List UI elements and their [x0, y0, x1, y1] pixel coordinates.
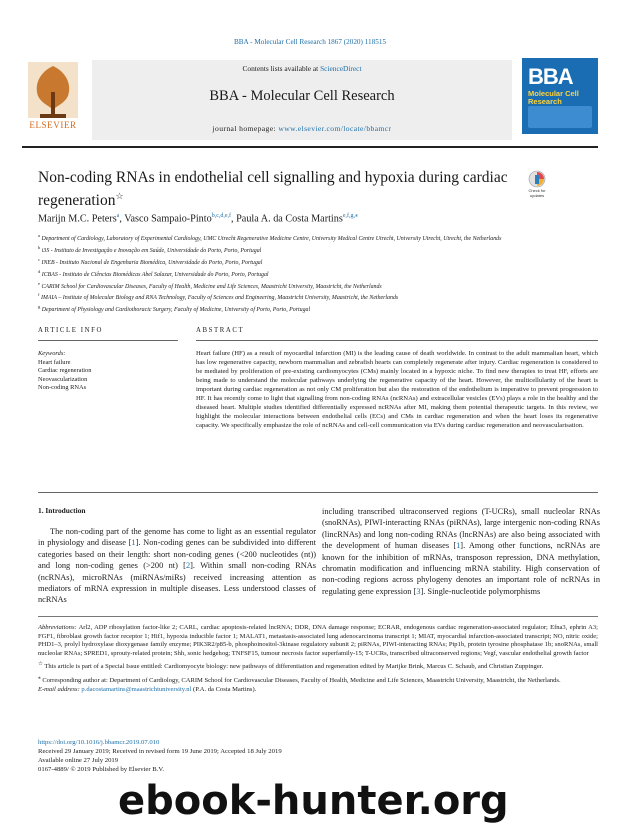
keyword: Non-coding RNAs — [38, 384, 87, 392]
affiliation-item: $^d$ ICBAS - Instituto de Ciências Biomédicas Abel Salazar, Universidade do Porto, Porto, Portugal — [38, 268, 269, 278]
intro-column-2: including transcribed ultraconserved regions (T-UCRs), small nucleolar RNAs (snoRNAs), PIWI-interacting RNAs (piRNAs), large intergenic non-coding RNAs (lincRNAs) and long non-coding RNAs (lncRNAs) are also being associated with the development of human diseases [1]. Among other functions, ncRNAs are known for the inhibition of mRNAs, transposon repression, DNA methylation, chromatin modification and influencing mRNA stability. High conservation of non-coding regions across phylogeny denotes an important role of ncRNAs in regulating gene expression [3]. Single-nucleotide polymorphisms — [322, 507, 600, 596]
author-affil-mark[interactable]: a — [116, 213, 120, 219]
article-title — [38, 168, 518, 210]
section-heading: 1. Introduction — [38, 506, 86, 515]
affiliation-item: $^b$ i3S - Instituto de Investigação e Inovação em Saúde, Universidade do Porto, Porto, Portugal — [38, 244, 262, 254]
affiliation-item: $^f$ IMAIA – Institute of Molecular Biology and RNA Technology, Faculty of Sciences and Engineering, Maastricht University, Maastricht, the Netherlands — [38, 292, 399, 302]
author-name[interactable]: Paula A. da Costa Martins — [236, 213, 343, 225]
article-info-heading: ARTICLE INFO — [38, 327, 104, 334]
author-name[interactable]: Marijn M.C. Peters — [38, 213, 117, 225]
keywords-block — [38, 350, 178, 393]
crossmark-caption: Check for updates — [528, 188, 546, 198]
copyright-line: 0167-4889/ © 2019 Published by Elsevier B.V. — [38, 766, 165, 773]
contents-line — [92, 64, 512, 73]
special-issue-footnote: ☆ This article is part of a Special Issue entitled: Cardiomyocyte biology: new pathways of differentiation and regeneration edited by Marijke Brink, Marcus C. Schaub, and Christian Zuppinger. — [38, 661, 544, 671]
affiliation-item: $^a$ Department of Cardiology, Laboratory of Experimental Cardiology, UMC Utrecht Regenerative Medicine Centre, University Medical Centre Utrecht, University Utrecht, Utrecht, the Netherlands — [38, 233, 502, 242]
affiliation-list — [38, 232, 578, 315]
keyword: Heart failure — [38, 358, 71, 366]
abstract-text: Heart failure (HF) as a result of myocardial infarction (MI) is the leading cause of death worldwide. In contrast to the adult mammalian heart, which has low regenerative capacity, newborn mammalian and zebrafish hearts can completely regenerate after injury. Cardiac regeneration is considered to be mediated by proliferation of pre-existing cardiomyocytes (CMs) mainly located in a hypoxic niche. To find new therapies to treat HF, efforts are being made to understand the molecular pathways underlying the regenerative capacity of the heart. However, the multicellularity of the heart is important during cardiac regeneration as not only CM proliferation but also the restoration of the endothelium is imperative to prevent progression to HF. It has recently come to light that signalling from non-coding RNAs (ncRNAs) and extracellular vesicles (EVs) plays a role in the healthy and the diseased heart. Multiple studies identified differentially expressed ncRNAs after MI, making them potential therapeutic targets. In this review, we highlight the molecular interactions between endothelial cells (ECs) and CMs in cardiac regeneration and when the heart loses its regenerative capacity. We specifically emphasize the role of ncRNAs and cell-cell communication via EVs during cardiac regeneration and neovascularisation. — [196, 350, 598, 429]
article-history — [38, 738, 598, 774]
footnotes — [38, 624, 598, 695]
doi-link[interactable]: https://doi.org/10.1016/j.bbamcr.2019.07.010 — [38, 739, 160, 746]
available-online: Available online 27 July 2019 — [38, 757, 119, 764]
watermark: ebook-hunter.org — [118, 778, 509, 824]
email-footnote: E-mail address: p.dacostamartins@maastrichtuniversity.nl (P.A. da Costa Martins). — [38, 685, 257, 693]
citation-link[interactable]: 1 — [131, 538, 136, 548]
keyword: Cardiac regeneration — [38, 367, 92, 375]
homepage-link[interactable]: www.elsevier.com/locate/bbamcr — [278, 124, 392, 133]
author-name[interactable]: Vasco Sampaio-Pinto — [124, 213, 212, 225]
intro-column-1: The non-coding part of the genome has come to light as an essential regulator in physiology and disease [1]. Non-coding genes can be subdivided into different categories based on their length: short non-coding genes (<200 nucleotides (nt)) and long non-coding genes (>200 nt) [2]. Within small non-coding RNAs (ncRNAs), microRNAs (miRNAs/miRs) received increasing attention as mediators of mRNA expression in multiple diseases. Less understood classes of ncRNAs — [38, 527, 316, 605]
cover-title: BBA — [528, 64, 573, 89]
affiliation-item: $^e$ CARIM School for Cardiovascular Diseases, Faculty of Health, Medicine and Life Sciences, Maastricht University, Maastricht, the Netherlands — [38, 280, 382, 290]
elsevier-logo — [22, 58, 84, 134]
author-affil-mark[interactable]: e,f,g,⁎ — [342, 213, 358, 219]
affiliation-item: $^c$ INEB - Instituto Nacional de Engenharia Biomédica, Universidade do Porto, Porto, Portugal — [38, 256, 263, 266]
abstract-bottom-rule — [38, 492, 598, 493]
corresponding-author-footnote: ⁎ Corresponding author at: Department of Cardiology, CARIM School for Cardiovascular Diseases, Faculty of Health, Medicine and Life Sciences, Maastricht University, Maastricht, the Netherlands. — [38, 675, 561, 685]
affiliation-item: $^g$ Department of Physiology and Cardiothoracic Surgery, Faculty of Medicine, University of Porto, Porto, Portugal — [38, 304, 311, 314]
article-info-rule — [38, 340, 178, 341]
abstract-heading: ABSTRACT — [196, 327, 245, 334]
article-title-text: Non-coding RNAs in endothelial cell signalling and hypoxia during cardiac regeneration — [38, 169, 508, 210]
title-footnote-mark[interactable]: ☆ — [115, 191, 124, 201]
sciencedirect-link[interactable]: ScienceDirect — [320, 64, 362, 73]
homepage-prefix: journal homepage: — [212, 124, 279, 133]
header-rule — [22, 146, 598, 148]
journal-cover — [522, 58, 598, 134]
abbreviations-footnote: Abbreviations: Arl2, ADP ribosylation factor-like 2; CARL, cardiac apoptosis-related lncRNA; DDR, DNA damage response; ECRAR, endogenous cardiac regeneration-associated regulator; Efna3, ephrin A3; FGF1, fibroblast growth factor receptor 1; Hif1, hypoxia inducible factor 1; MALAT1, metastasis-associated lung adenocarcinoma transcript 1; MIAT, myocardial infarction-associated transcript; NO, nitric oxide; PHD1–3, prolyl hydroxylase dioxygenase family enzyme; PIK3R2/p85-b, phosphoinositol-3kinase regulatory subunit 2; piRNAs, PIWI-interacting RNAs; Ptp1b, protein tyrosine phosphatase 1b; snoRNAs, small nucleolar RNAs; SPRED1, sprouty-related protein; Shh, sonic hedgehog; TNFSF15, tumour necrosis factor superfamily-15; T-UCRs, transcribed ultraconserved regions; Vegf, vascular endothelial growth factor — [38, 624, 599, 657]
email-link[interactable]: p.dacostamartins@maastrichtuniversity.nl — [81, 685, 192, 693]
crossmark-icon — [524, 170, 550, 189]
citation-link[interactable]: 2 — [185, 561, 191, 571]
journal-citation[interactable]: BBA - Molecular Cell Research 1867 (2020) 118515 — [233, 38, 387, 46]
citation-link[interactable]: 3 — [416, 586, 421, 596]
contents-prefix: Contents lists available at — [242, 64, 321, 73]
citation-link[interactable]: 1 — [456, 541, 461, 551]
journal-name: BBA - Molecular Cell Research — [209, 88, 395, 104]
footnote-rule — [38, 616, 598, 617]
keyword: Neovascularization — [38, 375, 88, 383]
cover-subtitle: Molecular Cell Research — [528, 89, 579, 106]
elsevier-wordmark: ELSEVIER — [29, 120, 77, 130]
author-list: Marijn M.C. Peters$^a$, Vasco Sampaio-Pinto$^{b,c,d,e,f}$, Paula A. da Costa Martins$^{e,f,g,⁎}$ — [38, 213, 358, 225]
crossmark-badge[interactable] — [524, 170, 550, 200]
abstract-rule — [196, 340, 598, 341]
cover-image — [528, 106, 592, 128]
homepage-line — [92, 124, 512, 133]
keywords-label: Keywords: — [38, 350, 66, 357]
author-affil-mark[interactable]: b,c,d,e,f — [211, 213, 232, 219]
received-dates: Received 29 January 2019; Received in revised form 19 June 2019; Accepted 18 July 2019 — [38, 748, 282, 755]
